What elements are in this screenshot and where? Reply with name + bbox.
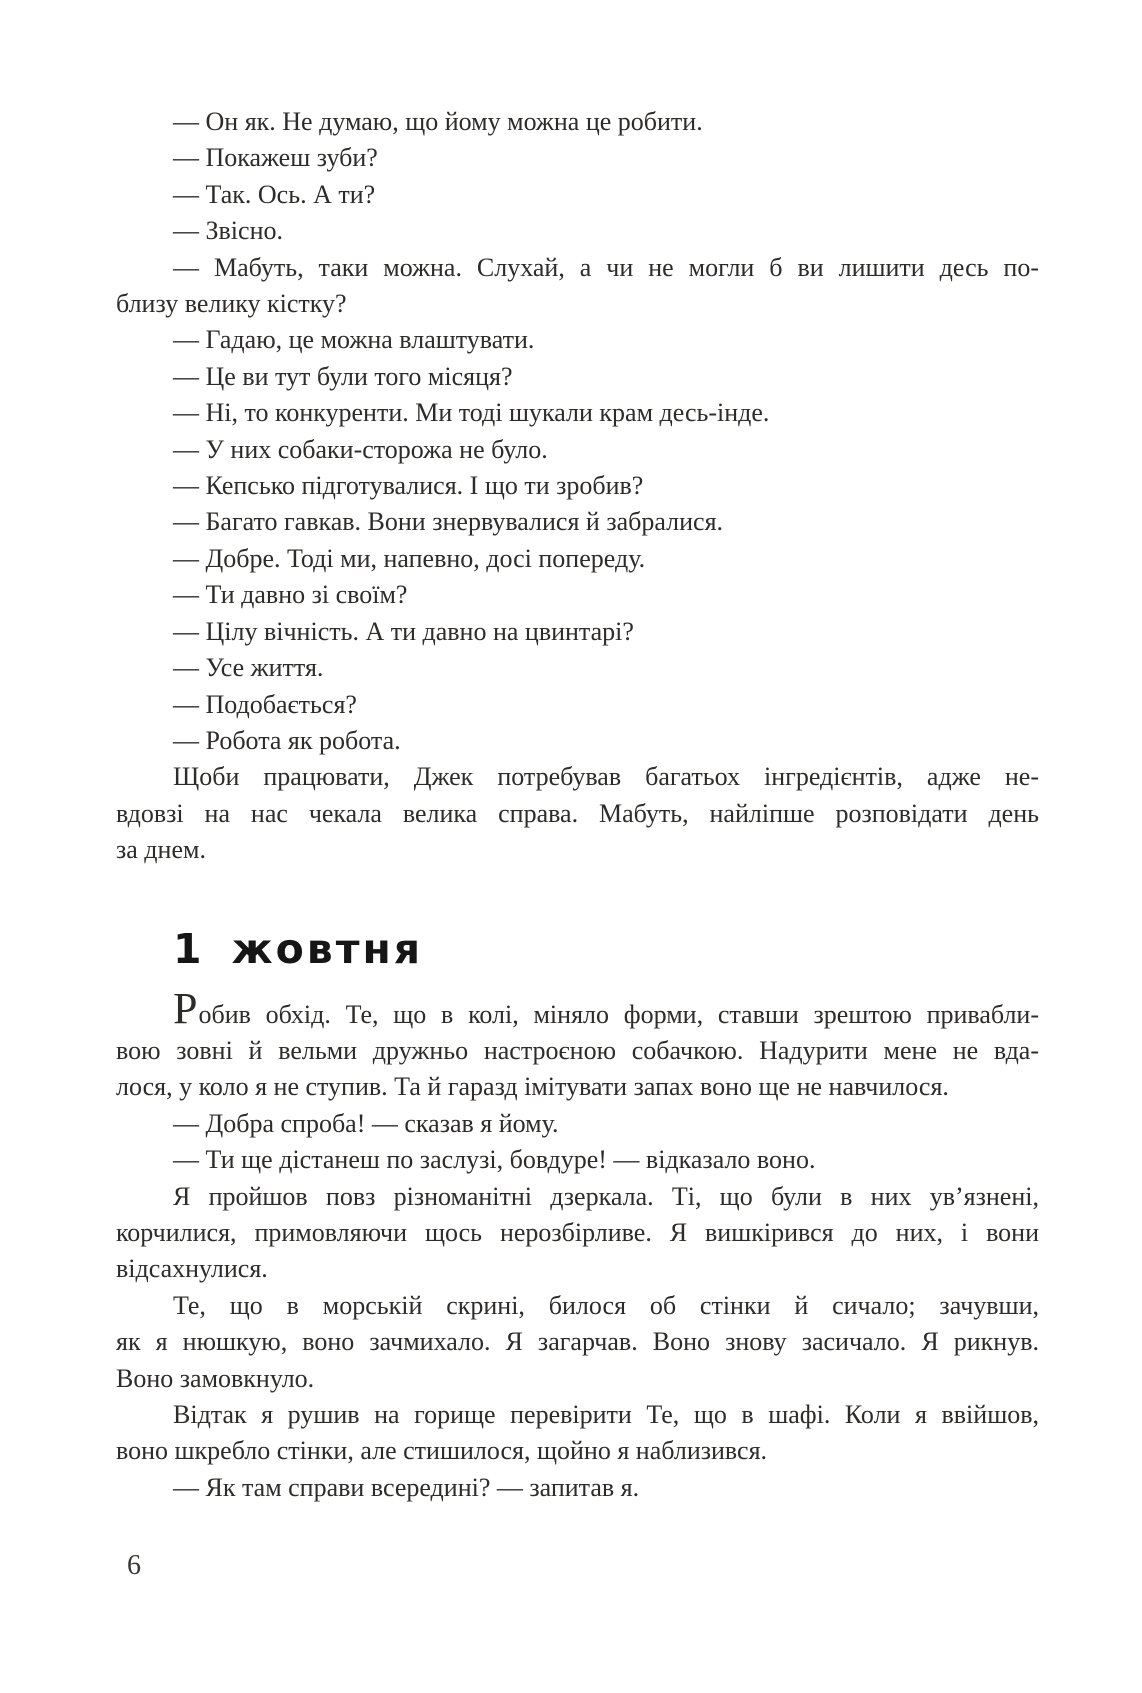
text-line: вдовзі на нас чекала велика справа. Мабуть, найліпше розповідати день (116, 798, 1039, 828)
text-line: — Подобається? (173, 689, 357, 719)
text-line: — Кепсько підготувалися. І що ти зробив? (173, 471, 644, 501)
dialogue-section (116, 104, 1039, 869)
text-line: Воно замовкнуло. (116, 1363, 315, 1393)
text-line: — Звісно. (173, 216, 283, 246)
text-line: Відтак я рушив на горище перевірити Те, що в шафі. Коли я ввійшов, (173, 1400, 1039, 1429)
text-line: — Ти давно зі своїм? (173, 580, 408, 610)
text-line: лося, у коло я не ступив. Та й гаразд імітувати запах воно ще не навчилося. (116, 1072, 949, 1102)
text-line: — Робота як робота. (173, 725, 401, 755)
text-line: корчилися, примовляючи щось нерозбірливе. Я вишкірився до них, і вони (116, 1217, 1039, 1247)
text-line: — Як там справи всередині? — запитав я. (173, 1472, 640, 1502)
text-line: — Усе життя. (173, 653, 324, 683)
text-line: за днем. (116, 835, 206, 865)
text-line: — Добра спроба! — сказав я йому. (173, 1108, 559, 1138)
page-number: 6 (127, 1550, 141, 1581)
text-line: — Добре. Тоді ми, напевно, досі попереду. (173, 543, 646, 573)
text-line: як я нюшкую, воно зачмихало. Я загарчав. Воно знову засичало. Я рикнув. (116, 1327, 1039, 1357)
october-1-section (116, 983, 1039, 1507)
text-line: Робив обхід. Те, що в колі, міняло форми, ставши зрештою привабли- (173, 983, 1039, 1033)
text-line: Я пройшов повз різноманітні дзеркала. Ті, що були в них ув’язнені, (173, 1181, 1039, 1211)
text-line: воно шкребло стінки, але стишилося, щойно я наблизився. (116, 1436, 768, 1466)
text-line: — У них собаки-сторожа не було. (173, 434, 548, 464)
text-line: — Так. Ось. А ти? (173, 179, 376, 209)
text-line: — Цілу вічність. А ти давно на цвинтарі? (173, 616, 634, 646)
text-line: Те, що в морській скрині, билося об стінки й сичало; зачувши, (173, 1290, 1039, 1320)
text-line: близу велику кістку? (116, 289, 347, 319)
text-line: — Це ви тут були того місяця? (173, 361, 513, 391)
text-line: — Мабуть, таки можна. Слухай, а чи не могли б ви лишити десь по- (173, 252, 1039, 282)
text-line: Щоби працювати, Джек потребував багатьох інгредієнтів, адже не- (173, 762, 1039, 792)
text-line: — Гадаю, це можна влаштувати. (173, 325, 535, 355)
chapter-heading: 1 жовтня (173, 924, 424, 973)
text-line: вою зовні й вельми дружньо настроєною собачкою. Надурити мене не вда- (116, 1035, 1039, 1065)
text-line: — Он як. Не думаю, що йому можна це робити. (173, 107, 703, 136)
text-line: — Покажеш зуби? (173, 143, 378, 173)
text-column (116, 104, 1039, 1506)
text-line: — Багато гавкав. Вони знервувалися й забралися. (173, 507, 724, 537)
text-line: — Ти ще дістанеш по заслузі, бовдуре! — відказало воно. (173, 1145, 816, 1175)
text-line: відсахнулися. (116, 1254, 268, 1284)
text-line: — Ні, то конкуренти. Ми тоді шукали крам десь-інде. (173, 398, 770, 428)
initial-capital: Р (173, 983, 199, 1033)
